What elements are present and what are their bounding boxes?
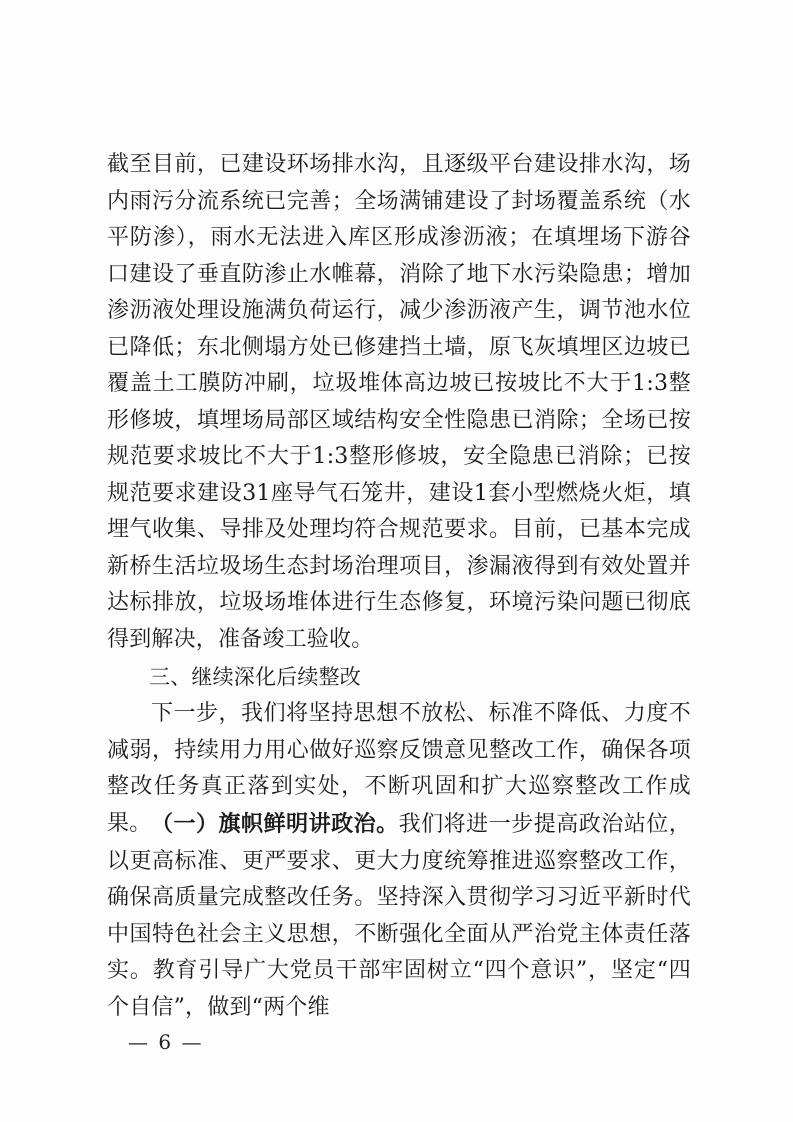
section-heading-block — [107, 659, 691, 696]
body-text — [107, 147, 691, 658]
section-heading: 三、继续深化后续整改 — [149, 665, 361, 689]
item1-lead: （一）旗帜鲜明讲政治。 — [151, 811, 399, 837]
paragraph-next-step: 下一步，我们将坚持思想不放松、标准不降低、力度不减弱，持续用力用心做好巡察反馈意见整改工作，确保各项整改任务真正落到实处，不断巩固和扩大巡察整改工作成果。 — [107, 701, 691, 836]
page-number: — 6 — — [128, 1030, 204, 1054]
item1-body: 我们将进一步提高政治站位，以更高标准、更严要求、更大力度统筹推进巡察整改工作，确保高质量完成整改任务。坚持深入贯彻学习习近平新时代中国特色社会主义思想，不断强化全面从严治党主体责任落实。教育引导广大党员干部牢固树立“四个意识”，坚定“四个自信”，做到“两个维 — [107, 812, 691, 1020]
paragraph-item1 — [107, 806, 691, 1026]
item1-block — [107, 806, 691, 1026]
paragraph-continued: 截至目前，已建设环场排水沟，且逐级平台建设排水沟，场内雨污分流系统已完善；全场满铺建设了封场覆盖系统（水平防渗），雨水无法进入库区形成渗沥液；在填埋场下游谷口建设了垂直防渗止水帷幕，消除了地下水污染隐患；增加渗沥液处理设施满负荷运行，减少渗沥液产生，调节池水位已降低；东北侧塌方处已修建挡土墙，原飞灰填埋区边坡已覆盖土工膜防冲刷，垃圾堆体高边坡已按坡比不大于1:3整形修坡，填埋场局部区域结构安全性隐患已消除；全场已按规范要求坡比不大于1:3整形修坡，安全隐患已消除；已按规范要求建设31座导气石笼井，建设1套小型燃烧火炬，填埋气收集、导排及处理均符合规范要求。目前，已基本完成新桥生活垃圾场生态封场治理项目，渗漏液得到有效处置并达标排放，垃圾场堆体进行生态修复，环境污染问题已彻底得到解决，准备竣工验收。 — [107, 152, 691, 652]
